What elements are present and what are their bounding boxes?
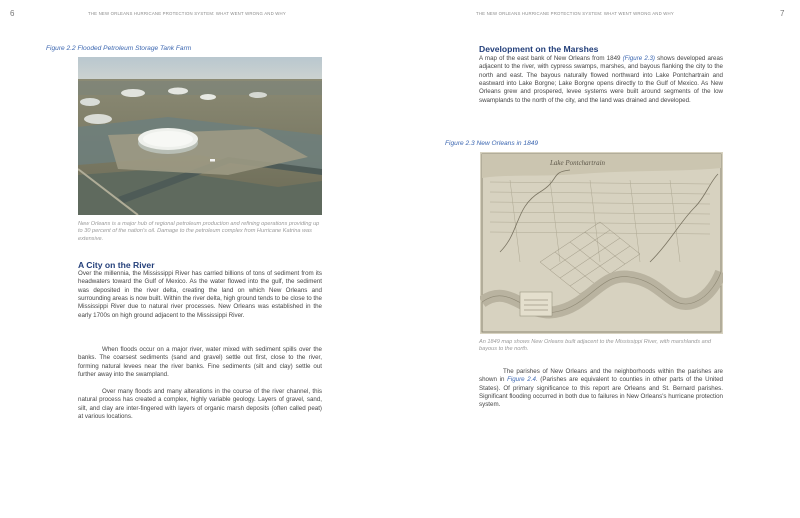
intro-text-after-ref: shows developed areas adjacent to the river, with cypress swamps, marshes, and bayous flanking the city to the north and east. The bayous naturally flowed northward into Lake Pontchartrain and eastward into Lake Borgne; Lake Borgne opens directly to the Gulf of Mexico. As New Orleans grew and prospered, levee systems were built around segments of the low swamplands to the north of the city, and the land was drained and developed.	[479, 55, 723, 104]
intro-text-before-ref: A map of the east bank of New Orleans from 1849	[479, 55, 623, 62]
paragraph-development-intro	[479, 55, 723, 105]
running-header-right: THE NEW ORLEANS HURRICANE PROTECTION SYSTEM: WHAT WENT WRONG AND WHY	[476, 11, 674, 16]
new-orleans-1849-map	[480, 152, 723, 334]
map-lake-pontchartrain-label: Lake Pontchartrain	[550, 159, 606, 167]
parishes-text-before-ref: The parishes of New Orleans and the neighborhoods within the parishes are shown in	[479, 368, 723, 384]
figure-2-3-caption: An 1849 map shows New Orleans built adjacent to the Mississippi River, with marshlands and bayous to the north.	[479, 339, 711, 353]
page-number-right: 7	[780, 9, 785, 18]
flooded-tank-farm-photo	[78, 57, 322, 215]
parishes-text-after-ref: . (Parishes are equivalent to counties in other parts of the United States). Of primary significance to this report are Orleans and St. Bernard parishes. Significant flooding occurred in both due to failures in New Orleans's hurricane protection system.	[479, 376, 723, 409]
figure-2-4-reference-link[interactable]: Figure 2.4	[507, 376, 536, 384]
figure-2-2-label: Figure 2.2 Flooded Petroleum Storage Tank Farm	[46, 45, 192, 52]
paragraph-city-on-river-3: Over many floods and many alterations in the course of the river channel, this natural process has created a complex, highly variable geology. Layers of gravel, sand, silt, and clay are inter-fingered with layers of organic marsh deposits (often called peat) at various locations.	[78, 388, 322, 421]
right-page	[400, 0, 800, 518]
paragraph-city-on-river-1: Over the millennia, the Mississippi River has carried billions of tons of sediment from its headwaters toward the Gulf of Mexico. As the water flowed into the gulf, the sediment was deposited in the river delta, creating the land on which New Orleans and surrounding areas is now built. Within the river delta, high ground tends to be close to the Mississippi River due to natural river processes. New Orleans was established in the early 1700s on high ground adjacent to the Mississippi River.	[78, 270, 322, 319]
section-heading-development-on-marshes: Development on the Marshes	[479, 44, 599, 54]
figure-2-3-label: Figure 2.3 New Orleans in 1849	[445, 140, 539, 147]
figure-2-2-caption: New Orleans is a major hub of regional petroleum production and refining operations providing up to 30 percent of the nation's oil. Damage to the petroleum complex from Hurricane Katrina was extensive.	[78, 221, 320, 242]
historic-map-image	[480, 152, 723, 334]
figure-2-3-reference-link[interactable]: (Figure 2.3)	[622, 55, 655, 62]
section-heading-city-on-river: A City on the River	[78, 260, 155, 270]
paragraph-parishes	[479, 368, 723, 410]
page-number-left: 6	[10, 9, 15, 18]
running-header-left: THE NEW ORLEANS HURRICANE PROTECTION SYSTEM: WHAT WENT WRONG AND WHY	[88, 11, 286, 16]
tank-farm-aerial-image	[78, 57, 322, 215]
paragraph-city-on-river-2: When floods occur on a major river, water mixed with sediment spills over the banks. The coarsest sediments (sand and gravel) settle out first, close to the river, forming natural levees near the river banks. Fine sediments (silt and clay) settle out further away into the swampland.	[78, 346, 322, 379]
